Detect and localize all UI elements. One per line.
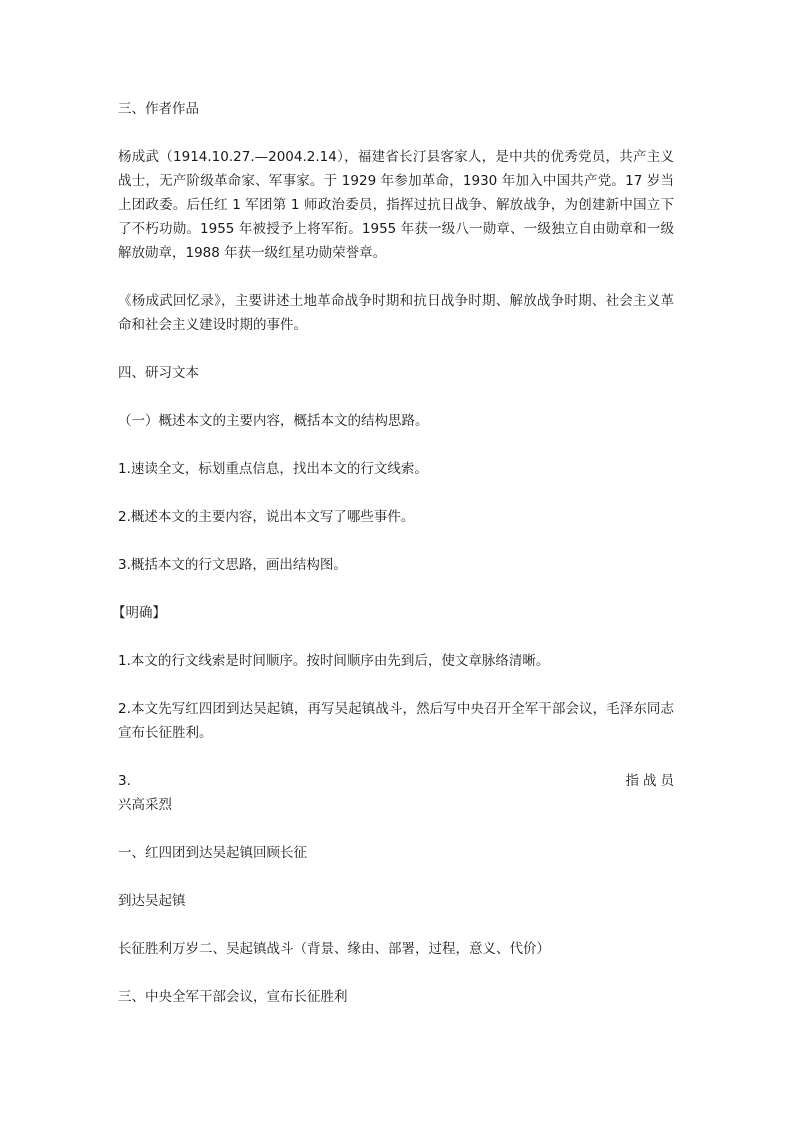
answer-item-3-row (118, 769, 678, 793)
structure-line-2: 到达吴起镇 (118, 893, 186, 909)
answer-heading: 【明确】 (112, 605, 166, 621)
answer-item-3-right-text: 指战员 (625, 773, 678, 789)
structure-line-1: 一、红四团到达吴起镇回顾长征 (118, 845, 307, 861)
answer-item-3-number: 3. (118, 773, 131, 789)
answer-item-1: 1.本文的行文线索是时间顺序。按时间顺序由先到后，使文章脉络清晰。 (118, 653, 550, 669)
structure-line-3: 长征胜利万岁二、吴起镇战斗（背景、缘由、部署，过程，意义、代价） (118, 941, 550, 957)
section-heading-study-text: 四、研习文本 (118, 365, 199, 381)
author-biography-paragraph: 杨成武（1914.10.27.—2004.2.14），福建省长汀县客家人，是中共的优秀党员，共产主义战士，无产阶级革命家、军事家。于 1929 年参加革命，1930 年加入中国共产党。17 岁当上团政委。后任红 1 军团第 1 师政治委员，指挥过抗日战争、解放战争，为创建新中国立下了不朽功勋。1955 年被授予上将军衔。1955 年获一级八一勋章、一级独立自由勋章和一级解放勋章，1988 年获一级红星功勋荣誉章。 (118, 149, 674, 261)
section-heading-author-works: 三、作者作品 (118, 101, 199, 117)
task-heading: （一）概述本文的主要内容，概括本文的结构思路。 (118, 413, 429, 429)
structure-line-4: 三、中央全军干部会议，宣布长征胜利 (118, 989, 348, 1005)
memoir-paragraph: 《杨成武回忆录》，主要讲述土地革命战争时期和抗日战争时期、解放战争时期、社会主义革命和社会主义建设时期的事件。 (118, 293, 674, 333)
task-item-1: 1.速读全文，标划重点信息，找出本文的行文线索。 (118, 461, 428, 477)
task-item-3: 3.概括本文的行文思路，画出结构图。 (118, 557, 347, 573)
answer-item-2: 2.本文先写红四团到达吴起镇，再写吴起镇战斗，然后写中央召开全军干部会议，毛泽东同志宣布长征胜利。 (118, 701, 674, 741)
answer-item-3-continuation: 兴高采烈 (118, 797, 172, 813)
task-item-2: 2.概述本文的主要内容，说出本文写了哪些事件。 (118, 509, 415, 525)
